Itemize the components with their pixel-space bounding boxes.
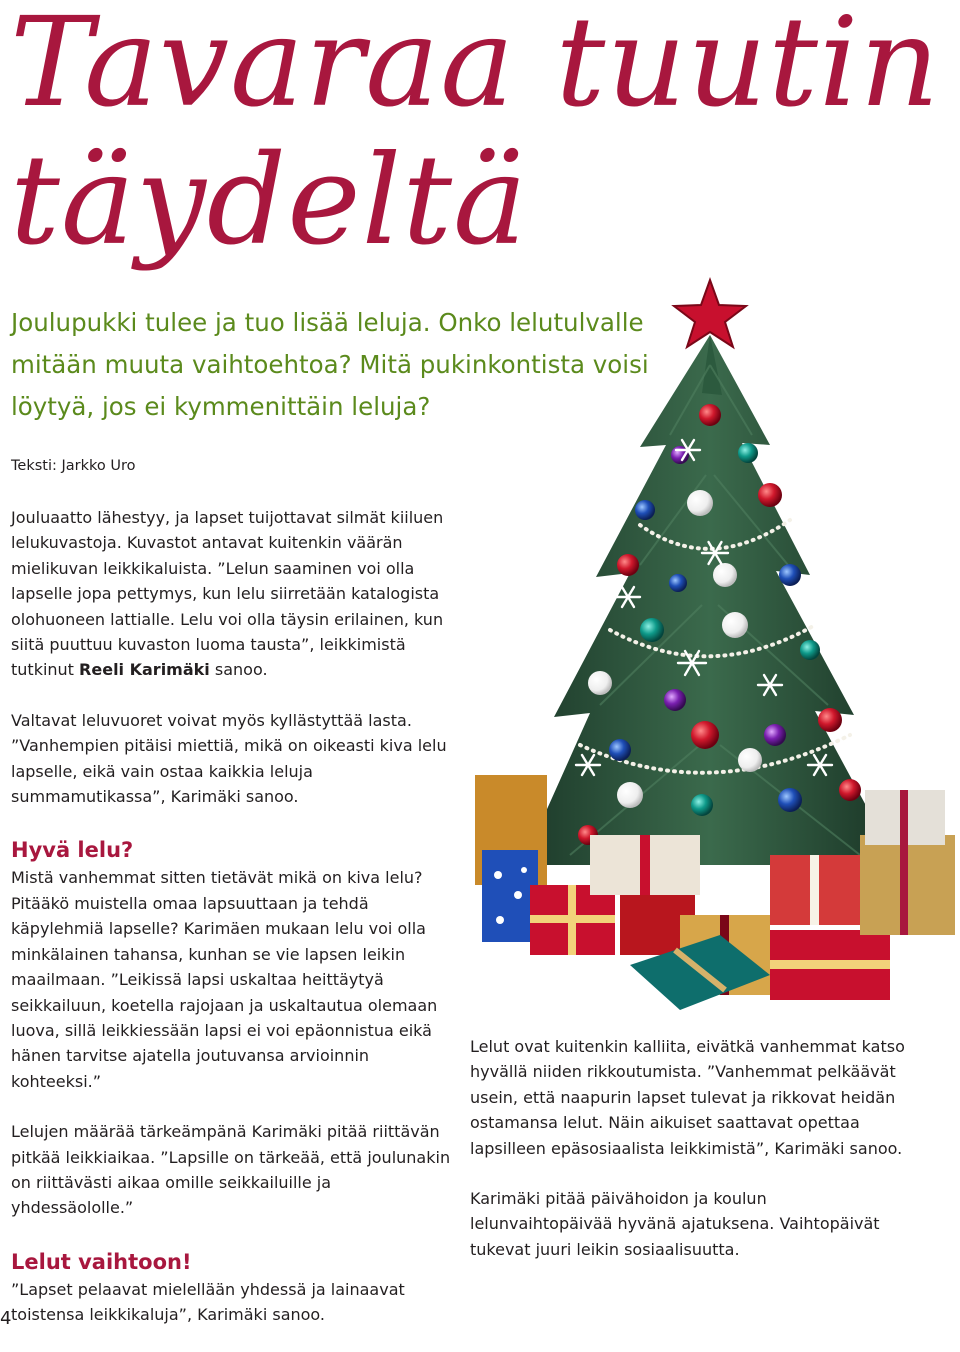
christmas-tree-illustration xyxy=(470,275,960,1020)
paragraph-2: Valtavat leluvuoret voivat myös kyllästyttää lasta. ”Vanhempien pitäisi miettiä, mikä on oikeasti kiva lelu lapselle, eikä vain ostaa kaikkia leluja summamutikassa”, Karimäki sanoo. xyxy=(11,710,447,807)
article-title xyxy=(10,0,941,273)
article-lead: Joulupukki tulee ja tuo lisää leluja. Onko lelutulvalle mitään muuta vaihtoehtoa? Mitä pukinkontista voisi löytyä, jos ei kymmenittäin leluja? xyxy=(11,308,649,421)
page-number: 4 xyxy=(0,1308,12,1329)
paragraph-5: ”Lapset pelaavat mielellään yhdessä ja lainaavat toistensa leikkikaluja”, Karimäki sanoo. xyxy=(11,1279,405,1325)
heading-good-toy: Hyvä lelu? xyxy=(11,838,134,863)
researcher-name: Reeli Karimäki xyxy=(79,660,210,680)
paragraph-4: Lelujen määrää tärkeämpänä Karimäki pitää riittävän pitkää leikkiaikaa. ”Lapsille on tärkeää, että joulunakin on riittävästi aikaa omille seikkailuille ja yhdessäololle.” xyxy=(11,1122,451,1218)
paragraph-1: Jouluaatto lähestyy, ja lapset tuijottavat silmät kiiluen lelukuvastoja. Kuvastot antavat kuitenkin väärän mielikuvan leikkikaluista. ”Lelun saaminen voi olla lapselle jopa pettymys, kun lelu siirretään katalogista olohuoneen lattialle. Lelu voi olla täysin erilainen, kun siitä puuttuu kuvaston luoma tausta”, leikkimistä tutkinut Reeli Karimäki sanoo. xyxy=(11,508,444,680)
paragraph-3: Mistä vanhemmat sitten tietävät mikä on kiva lelu? Pitääkö muistella omaa lapsuuttaan ja tehdä käpylehmiä lapselle? Karimäen mukaan lelu voi olla minkälainen tahansa, kunhan se vie lapsen leikin maailmaan. ”Leikissä lapsi uskaltaa heittäytyä seikkailuun, koetella rajojaan ja uskaltautua olemaan luova, sillä leikkiessään lapsi ei voi epäonnistua eikä hänen tarvitse ajatella joutuvansa arvioinnin kohteeksi.” xyxy=(11,868,438,1091)
byline: Teksti: Jarkko Uro xyxy=(11,458,136,474)
title-line-2: täydeltä xyxy=(10,129,528,273)
christmas-tree-image xyxy=(470,275,960,1020)
paragraph-right-2: Karimäki pitää päivähoidon ja koulun lelunvaihtopäivää hyvänä ajatuksena. Vaihtopäivät tukevat juuri leikin sosiaalisuutta. xyxy=(470,1189,880,1259)
left-column xyxy=(11,505,451,1328)
right-column xyxy=(470,1034,910,1262)
title-line-1: Tavaraa tuutin xyxy=(10,0,941,135)
heading-toy-swap: Lelut vaihtoon! xyxy=(11,1249,192,1274)
paragraph-right-1: Lelut ovat kuitenkin kalliita, eivätkä vanhemmat katso hyvällä niiden rikkoutumista. ”Vanhemmat pelkäävät usein, että naapurin lapset tulevat ja rikkovat heidän ostamansa lelut. Näin aikuiset saattavat opettaa lapsilleen epäsosiaalista leikkimistä”, Karimäki sanoo. xyxy=(470,1037,905,1158)
